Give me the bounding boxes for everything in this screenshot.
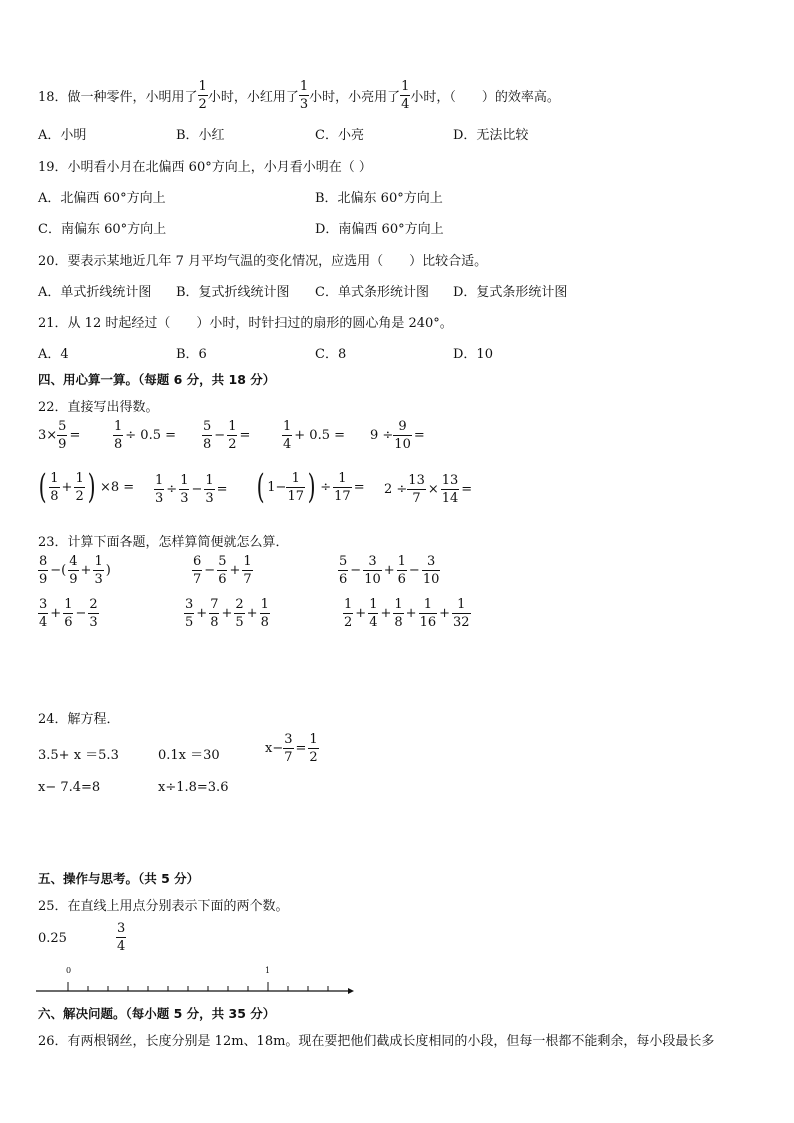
q23-expr-4: $\frac{3}{4}$ + $\frac{1}{6}$ − $\frac{2}{3}$ xyxy=(39,597,98,630)
q24-eq-2: 0.1x ＝30 xyxy=(158,748,220,763)
q22-expr-5: 9 ÷ $\frac{9}{10}$ = xyxy=(370,419,425,452)
q21-text: 21．从 12 时起经过（ ）小时，时针扫过的扇形的圆心角是 240°。 xyxy=(38,316,453,331)
q20-text: 20．要表示某地近几年 7 月平均气温的变化情况，应选用（ ）比较合适。 xyxy=(38,254,488,269)
fraction: $\frac{1}{3}$ xyxy=(299,79,309,112)
q23-text: 23．计算下面各题，怎样算简便就怎么算． xyxy=(38,535,289,550)
q23-expr-1: $\frac{8}{9}$ −( $\frac{4}{9}$ + $\frac{1}{3}$ ) xyxy=(39,554,111,587)
q20-option-d[interactable]: D．复式条形统计图 xyxy=(453,285,568,300)
q25-number-1: 0.25 xyxy=(38,931,67,946)
q22-text: 22．直接写出得数。 xyxy=(38,400,159,415)
fraction: $\frac{1}{4}$ xyxy=(401,79,410,112)
q22-expr-3: $\frac{5}{8}$ − $\frac{1}{2}$ = xyxy=(203,419,251,452)
q22-expr-8: ( 1− $\frac{1}{17}$ ) ÷ $\frac{1}{17}$ = xyxy=(256,467,365,507)
q20-option-b[interactable]: B．复式折线统计图 xyxy=(176,285,290,300)
q21-option-a[interactable]: A．4 xyxy=(38,347,69,362)
q21-option-d[interactable]: D．10 xyxy=(453,347,493,362)
q24-eq-1: 3.5+ x ＝5.3 xyxy=(38,748,119,763)
q26-text: 26．有两根钢丝，长度分别是 12m、18m。现在要把他们截成长度相同的小段，但每一根都不能剩余，每小段最长多 xyxy=(38,1034,715,1049)
q19-text: 19．小明看小月在北偏西 60°方向上，小月看小明在（ ） xyxy=(38,160,372,175)
q22-expr-4: $\frac{1}{4}$ + 0.5 = xyxy=(283,419,346,452)
q23-expr-2: $\frac{6}{7}$ − $\frac{5}{6}$ + $\frac{1}{7}$ xyxy=(193,554,252,587)
q18-option-b[interactable]: B．小红 xyxy=(176,128,225,143)
number-line[interactable] xyxy=(36,976,354,998)
tick-label-0: 0 xyxy=(66,966,72,975)
section-4-heading: 四、用心算一算。（每题 6 分，共 18 分） xyxy=(38,372,276,387)
q19-option-b[interactable]: B．北偏东 60°方向上 xyxy=(315,191,443,206)
q22-expr-7: $\frac{1}{3}$ ÷ $\frac{1}{3}$ − $\frac{1}{3}$ = xyxy=(155,473,228,506)
q22-expr-9: 2 ÷ $\frac{13}{7}$ × $\frac{13}{14}$ = xyxy=(384,473,473,506)
q25-number-2: $\frac{3}{4}$ xyxy=(117,921,126,954)
q24-eq-3: x− $\frac{3}{7}$ = $\frac{1}{2}$ xyxy=(265,732,318,765)
q24-text: 24．解方程． xyxy=(38,712,120,727)
q21-option-b[interactable]: B．6 xyxy=(176,347,207,362)
q22-expr-6: ( $\frac{1}{8}$ + $\frac{1}{2}$ ) ×8 = xyxy=(38,467,135,507)
q23-expr-3: $\frac{5}{6}$ − $\frac{3}{10}$ + $\frac{1}{6}$ − $\frac{3}{10}$ xyxy=(339,554,440,587)
q19-option-a[interactable]: A．北偏西 60°方向上 xyxy=(38,191,166,206)
q23-expr-5: $\frac{3}{5}$ + $\frac{7}{8}$ + $\frac{2}{5}$ + $\frac{1}{8}$ xyxy=(185,597,269,630)
q22-expr-2: $\frac{1}{8}$ ÷ 0.5 = xyxy=(114,419,177,452)
q18-option-a[interactable]: A．小明 xyxy=(38,128,87,143)
fraction: $\frac{1}{2}$ xyxy=(198,79,207,112)
q21-option-c[interactable]: C．8 xyxy=(315,347,347,362)
q18-option-d[interactable]: D．无法比较 xyxy=(453,128,529,143)
q20-option-a[interactable]: A．单式折线统计图 xyxy=(38,285,152,300)
section-6-heading: 六、解决问题。（每小题 5 分，共 35 分） xyxy=(38,1006,276,1021)
q19-option-d[interactable]: D．南偏西 60°方向上 xyxy=(315,222,444,237)
q19-option-c[interactable]: C．南偏东 60°方向上 xyxy=(38,222,167,237)
q25-text: 25．在直线上用点分别表示下面的两个数。 xyxy=(38,899,289,914)
q18-text: 18．做一种零件，小明用了 $\frac{1}{2}$ 小时，小红用了 $\frac{1}{3}$ 小时，小亮用了 $\frac{1}{4}$ 小时，（ ）的效率高。 xyxy=(38,79,560,112)
q18-option-c[interactable]: C．小亮 xyxy=(315,128,364,143)
section-5-heading: 五、操作与思考。（共 5 分） xyxy=(38,871,200,886)
q24-eq-5: x÷1.8=3.6 xyxy=(158,780,229,795)
q23-expr-6: $\frac{1}{2}$ + $\frac{1}{4}$ + $\frac{1}{8}$ + $\frac{1}{16}$ + $\frac{1}{32}$ xyxy=(344,597,470,630)
q20-option-c[interactable]: C．单式条形统计图 xyxy=(315,285,429,300)
q24-eq-4: x− 7.4=8 xyxy=(38,780,101,795)
tick-label-1: 1 xyxy=(265,966,271,975)
q22-expr-1: 3× $\frac{5}{9}$ = xyxy=(38,419,81,452)
